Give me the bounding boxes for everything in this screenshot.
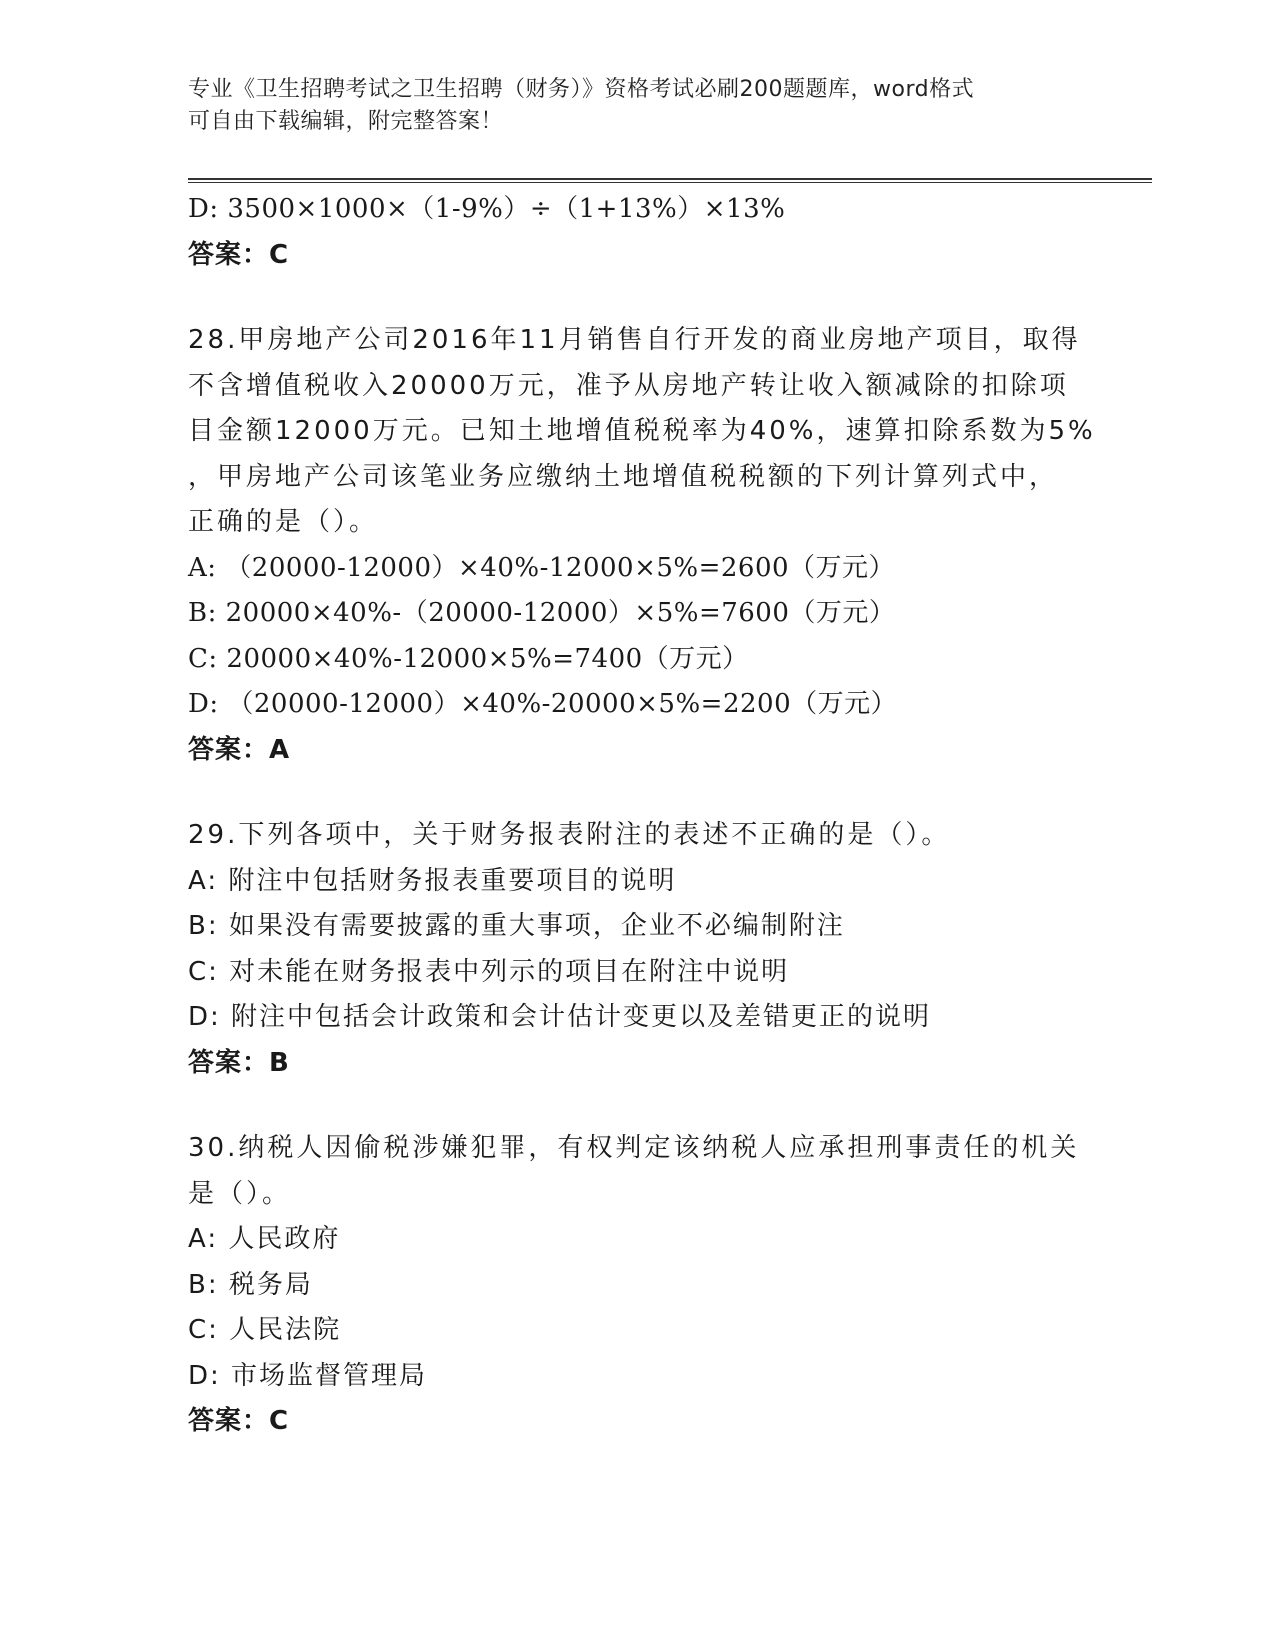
option-c: C: 对未能在财务报表中列示的项目在附注中说明 (188, 956, 790, 987)
option-d: D: 市场监督管理局 (188, 1360, 428, 1391)
header-line-1: 专业《卫生招聘考试之卫生招聘（财务）》资格考试必刷200题题库，word格式 (188, 77, 975, 102)
option-b: B: 如果没有需要披露的重大事项，企业不必编制附注 (188, 911, 845, 941)
option-c: C: 人民法院 (188, 1315, 342, 1345)
option-d: D: （20000-12000）×40%-20000×5%=2200（万元） (188, 689, 898, 719)
question-list (188, 187, 1096, 1445)
stem-line: 不含增值税收入20000万元，准予从房地产转让收入额减除的扣除项 (188, 370, 1069, 401)
stem-line: 目金额12000万元。已知土地增值税税率为40%，速算扣除系数为5% (188, 416, 1096, 446)
question-stem (188, 813, 1088, 859)
answer-line: 答案：C (188, 239, 290, 270)
stem-line: 正确的是（）。 (188, 507, 379, 537)
question-29 (188, 813, 1088, 1086)
spacer (188, 1086, 1088, 1126)
question-28 (188, 318, 1096, 773)
stem-line: ，甲房地产公司该笔业务应缴纳土地增值税税额的下列计算列式中， (188, 461, 1059, 492)
answer-line: 答案：C (188, 1406, 290, 1436)
spacer (188, 773, 1088, 813)
option-b: B: 税务局 (188, 1269, 313, 1300)
stem-line: 30.纳税人因偷税涉嫌犯罪，有权判定该纳税人应承担刑事责任的机关 (188, 1133, 1080, 1163)
spacer (188, 278, 1088, 318)
page-header (188, 74, 1068, 138)
option-c: C: 20000×40%-12000×5%=7400（万元） (188, 643, 749, 674)
header-divider (188, 178, 1152, 183)
answer-line: 答案：B (188, 1047, 290, 1078)
question-27-tail (188, 187, 1088, 278)
stem-line: 是（）。 (188, 1178, 292, 1209)
header-line-2: 可自由下载编辑，附完整答案！ (188, 109, 504, 134)
question-stem (188, 318, 1096, 546)
question-stem (188, 1126, 1088, 1217)
question-30 (188, 1126, 1088, 1445)
option-d: D: 3500×1000×（1-9%）÷（1+13%）×13% (188, 194, 786, 224)
option-d: D: 附注中包括会计政策和会计估计变更以及差错更正的说明 (188, 1002, 932, 1032)
option-a: A: （20000-12000）×40%-12000×5%=2600（万元） (188, 552, 896, 583)
stem-line: 29.下列各项中，关于财务报表附注的表述不正确的是（）。 (188, 820, 951, 850)
option-a: A: 人民政府 (188, 1224, 341, 1254)
answer-line: 答案：A (188, 734, 291, 765)
option-b: B: 20000×40%-（20000-12000）×5%=7600（万元） (188, 598, 896, 628)
stem-line: 28.甲房地产公司2016年11月销售自行开发的商业房地产项目，取得 (188, 325, 1081, 355)
option-a: A: 附注中包括财务报表重要项目的说明 (188, 865, 677, 896)
